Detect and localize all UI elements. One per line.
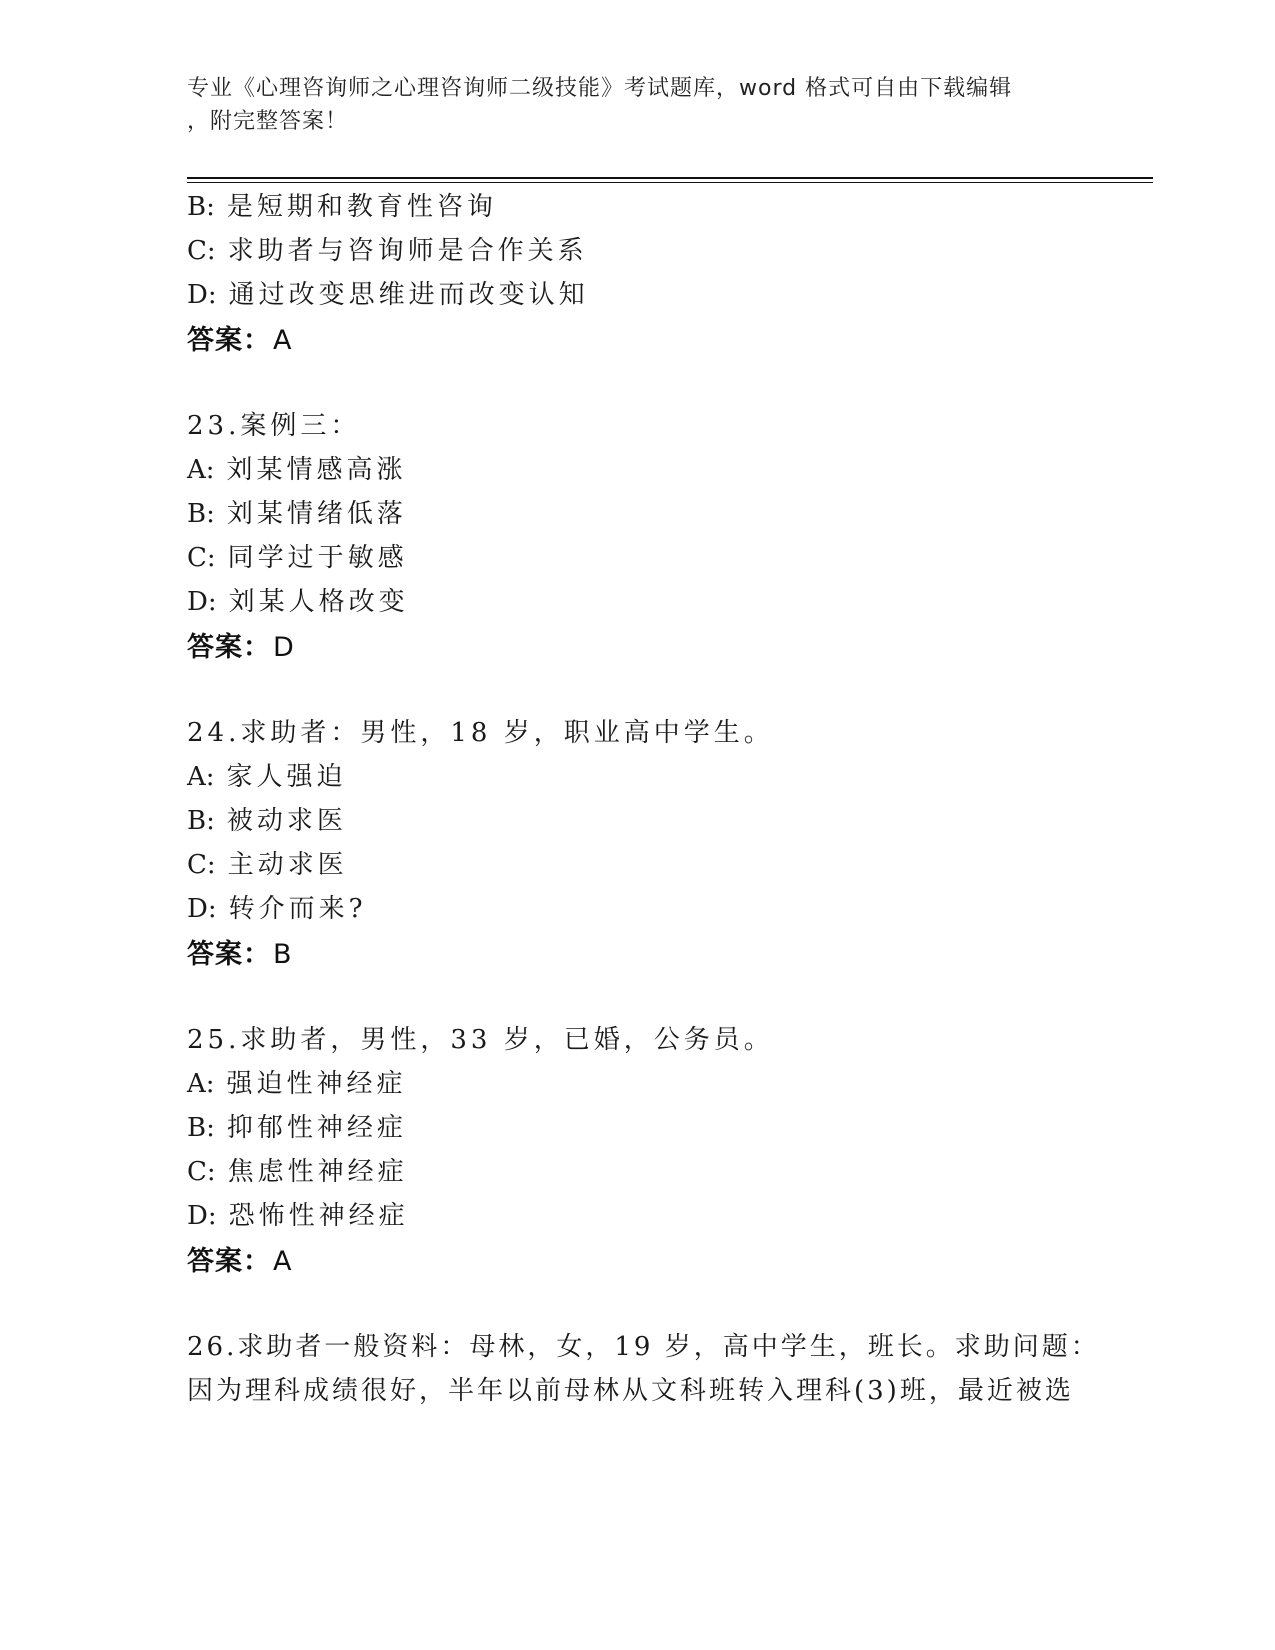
q25-stem: 25.求助者，男性，33 岁，已婚，公务员。 (187, 1025, 774, 1055)
q23-option-a: A: 刘某情感高涨 (187, 455, 407, 485)
q25-answer: 答案：A (187, 1246, 293, 1277)
document-header (187, 72, 1087, 138)
q22-option-c: C: 求助者与咨询师是合作关系 (187, 236, 588, 266)
q23-option-b: B: 刘某情绪低落 (187, 499, 407, 529)
q25-option-d: D: 恐怖性神经症 (187, 1201, 409, 1231)
q26-stem-line-1: 26.求助者一般资料：母林，女，19 岁，高中学生，班长。求助问题： (187, 1332, 1100, 1362)
q24-answer: 答案：B (187, 939, 293, 970)
q23-option-c: C: 同学过于敏感 (187, 543, 408, 573)
q24-option-b: B: 被动求医 (187, 806, 347, 836)
q24-option-d: D: 转介而来? (187, 894, 367, 924)
header-line-2: ，附完整答案！ (187, 109, 349, 134)
q25-option-a: A: 强迫性神经症 (187, 1069, 407, 1099)
q22-option-b: B: 是短期和教育性咨询 (187, 192, 497, 222)
q22-answer: 答案：A (187, 325, 293, 356)
q23-answer: 答案：D (187, 632, 295, 663)
q24-option-c: C: 主动求医 (187, 850, 348, 880)
q24-option-a: A: 家人强迫 (187, 762, 347, 792)
q22-option-d: D: 通过改变思维进而改变认知 (187, 280, 589, 310)
header-divider-thick (187, 177, 1153, 179)
q23-stem: 23.案例三： (187, 411, 361, 441)
header-divider-thin (187, 182, 1153, 183)
q25-option-c: C: 焦虑性神经症 (187, 1157, 408, 1187)
header-line-1: 专业《心理咨询师之心理咨询师二级技能》考试题库，word 格式可自由下载编辑 (187, 76, 1013, 101)
q25-option-b: B: 抑郁性神经症 (187, 1113, 407, 1143)
q23-option-d: D: 刘某人格改变 (187, 587, 409, 617)
q24-stem: 24.求助者：男性，18 岁，职业高中学生。 (187, 718, 774, 748)
q26-stem-line-2: 因为理科成绩很好，半年以前母林从文科班转入理科(3)班，最近被选 (187, 1376, 1074, 1406)
